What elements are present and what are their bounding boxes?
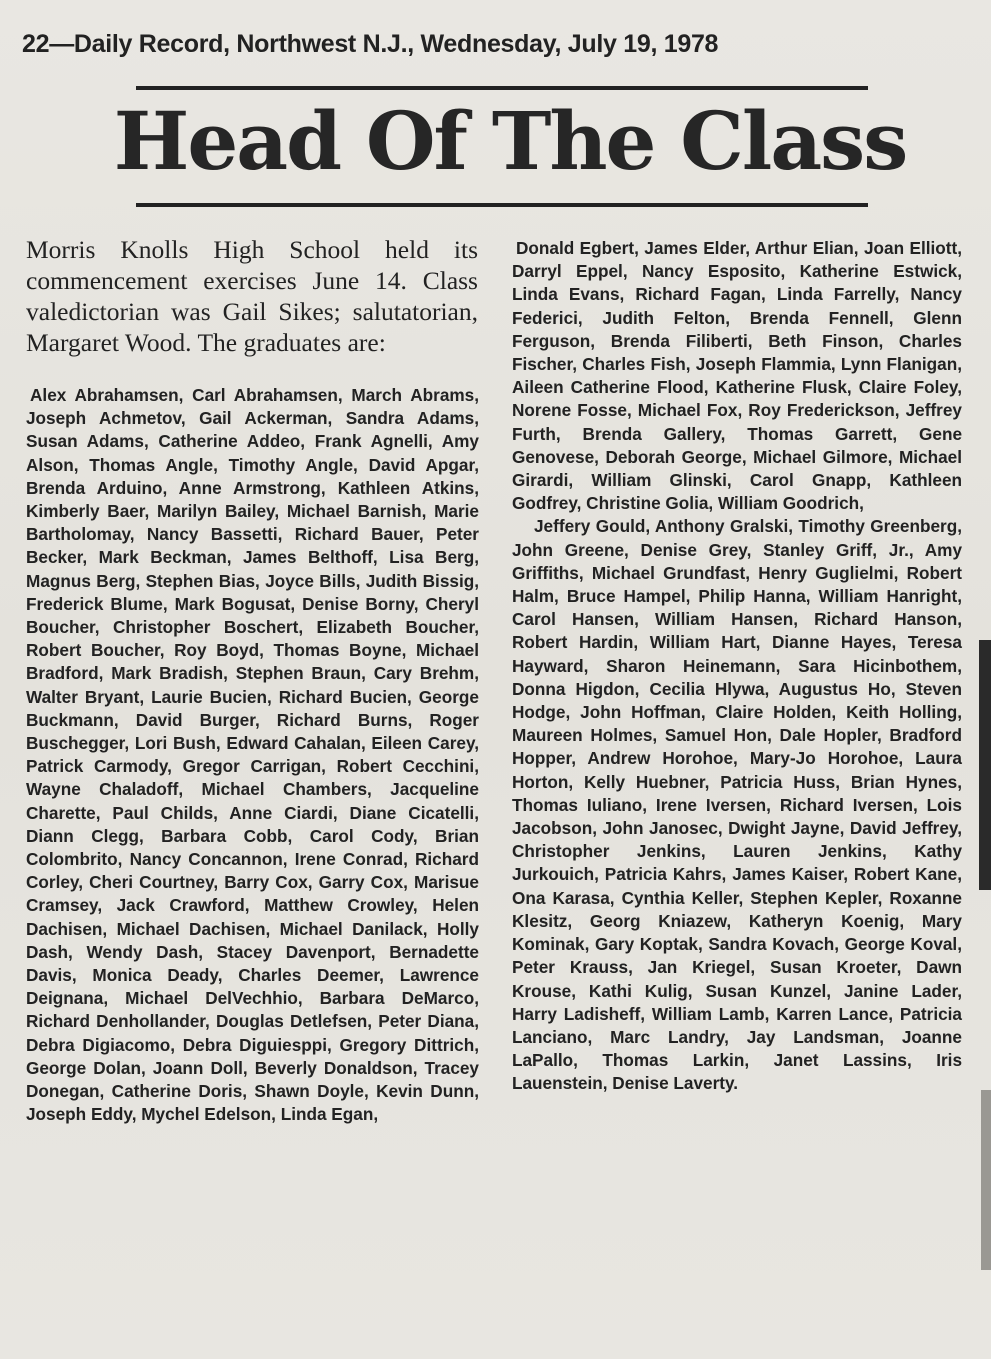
graduates-list-part3: Jeffery Gould, Anthony Gralski, Timothy Greenberg, John Greene, Denise Grey, Stanley Griff, Jr., Amy Griffiths, Michael Grundfast, Henry Guglielmi, Robert Halm, Bruce Hampel, Philip Hanna, William Hanright, Carol Hansen, William Hansen, Richard Hanson, Robert Hardin, William Hart, Dianne Hayes, Teresa Hayward, Sharon Heinemann, Sara Hicinbothem, Donna Higdon, Cecilia Hlywa, Augustus Ho, Steven Hodge, John Hoffman, Claire Holden, Keith Holling, Maureen Holmes, Samuel Hon, Dale Hopler, Bradford Hopper, Andrew Horohoe, Mary-Jo Horohoe, Laura Horton, Kelly Huebner, Patricia Huss, Brian Hynes, Thomas Iuliano, Irene Iversen, Richard Iversen, Lois Jacobson, John Janosec, Dwight Jayne, David Jeffrey, Christopher Jenkins, Lauren Jenkins, Kathy Jurkouich, Patricia Kahrs, James Kaiser, Robert Kane, Ona Karasa, Cynthia Keller, Stephen Kepler, Roxanne Klesitz, Georg Kniazew, Katheryn Koenig, Mary Kominak, Gary Koptak, Sandra Kovach, George Koval, Peter Krauss, Jan Kriegel, Susan Kroeter, Dawn Krouse, Kathi Kulig, Susan Kunzel, Janine Lader, Harry Ladisheff, William Lamb, Karren Lance, Patricia Lanciano, Marc Landry, Jay Landsman, Joanne LaPallo, Thomas Larkin, Janet Lassins, Iris Lauenstein, Denise Laverty. bbox=[512, 516, 962, 1094]
page-folio: 22—Daily Record, Northwest N.J., Wednesday, July 19, 1978 bbox=[22, 30, 719, 58]
lede-paragraph: Morris Knolls High School held its commencement exercises June 14. Class valedictorian was Gail Sikes; salutatorian, Margaret Wood. The graduates are: bbox=[26, 235, 478, 357]
headline-rule-bottom bbox=[136, 203, 868, 207]
scan-edge-shadow-lower bbox=[981, 1090, 991, 1270]
graduates-column-left bbox=[26, 384, 479, 1127]
graduates-list-part1: Alex Abrahamsen, Carl Abrahamsen, March Abrams, Joseph Achmetov, Gail Ackerman, Sandra Adams, Susan Adams, Catherine Addeo, Frank Agnelli, Amy Alson, Thomas Angle, Timothy Angle, David Apgar, Brenda Arduino, Anne Armstrong, Kathleen Atkins, Kimberly Baer, Marilyn Bailey, Michael Barnish, Marie Bartholomay, Nancy Bassetti, Richard Bauer, Peter Becker, Mark Beckman, James Belthoff, Lisa Berg, Magnus Berg, Stephen Bias, Joyce Bills, Judith Bissig, Frederick Blume, Mark Bogusat, Denise Borny, Cheryl Boucher, Christopher Boschert, Elizabeth Boucher, Robert Boucher, Roy Boyd, Thomas Boyne, Michael Bradford, Mark Bradish, Stephen Braun, Cary Brehm, Walter Bryant, Laurie Bucien, Richard Bucien, George Buckmann, David Burger, Richard Burns, Roger Buschegger, Lori Bush, Edward Cahalan, Eileen Carey, Patrick Carmody, Gregor Carrigan, Robert Cecchini, Wayne Chaladoff, Michael Chambers, Jacqueline Charette, Paul Childs, Anne Ciardi, Diane Cicatelli, Diann Clegg, Barbara Cobb, Carol Cody, Brian Colombrito, Nancy Concannon, Irene Conrad, Richard Corley, Cheri Courtney, Barry Cox, Garry Cox, Marisue Cramsey, Jack Crawford, Matthew Crowley, Helen Dachisen, Michael Dachisen, Michael Danilack, Holly Dash, Wendy Dash, Stacey Davenport, Bernadette Davis, Monica Deady, Charles Deemer, Lawrence Deignana, Michael DelVechhio, Barbara DeMarco, Richard Denhollander, Douglas Detlefsen, Peter Diana, Debra Digiacomo, Debra Diguiesppi, Gregory Dittrich, George Dolan, Joann Doll, Beverly Donaldson, Tracey Donegan, Catherine Doris, Shawn Doyle, Kevin Dunn, Joseph Eddy, Mychel Edelson, Linda Egan, bbox=[26, 385, 479, 1125]
graduates-column-right bbox=[512, 237, 962, 1096]
headline-rule-top bbox=[136, 86, 868, 90]
headline: Head Of The Class bbox=[113, 94, 907, 188]
scan-edge-shadow bbox=[979, 640, 991, 890]
graduates-list-part2: Donald Egbert, James Elder, Arthur Elian, Joan Elliott, Darryl Eppel, Nancy Esposito, Katherine Estwick, Linda Evans, Richard Fagan, Linda Farrelly, Nancy Federici, Judith Felton, Brenda Fennell, Glenn Ferguson, Brenda Filiberti, Beth Finson, Charles Fischer, Charles Fish, Joseph Flammia, Lynn Flanigan, Aileen Catherine Flood, Katherine Flusk, Claire Foley, Norene Fosse, Michael Fox, Roy Frederickson, Jeffrey Furth, Brenda Gallery, Thomas Garrett, Gene Genovese, Deborah George, Michael Gilmore, Michael Girardi, William Glinski, Carol Gnapp, Kathleen Godfrey, Christine Golia, William Goodrich, bbox=[512, 238, 962, 514]
